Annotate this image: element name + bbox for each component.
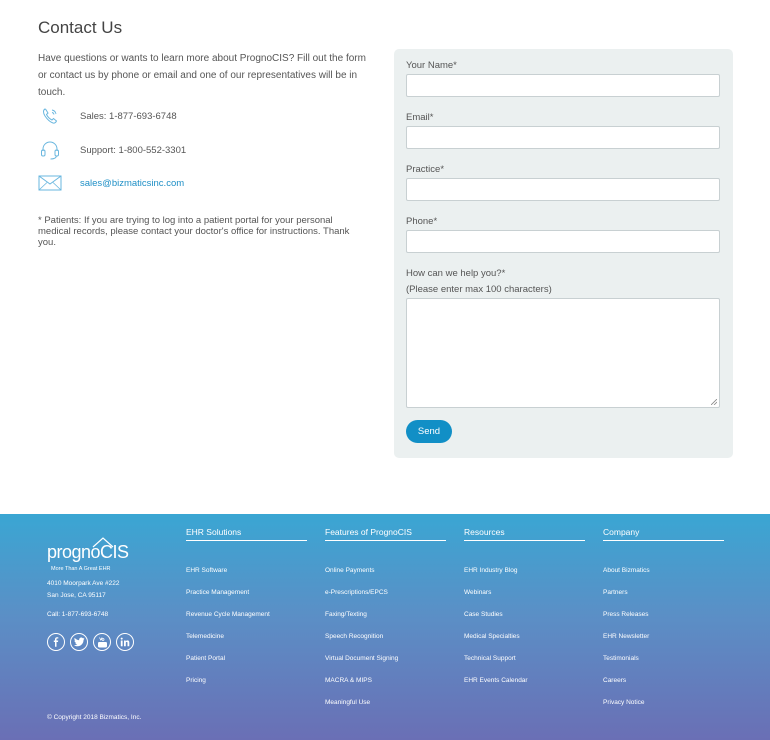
footer-link[interactable]: Telemedicine: [186, 633, 224, 640]
footer-link[interactable]: Practice Management: [186, 589, 250, 596]
footer-link[interactable]: Privacy Notice: [603, 699, 645, 706]
email-input[interactable]: [406, 126, 720, 149]
support-row: [38, 139, 187, 161]
footer-link[interactable]: Medical Specialties: [464, 633, 520, 640]
linkedin-icon[interactable]: [116, 633, 134, 651]
social-links: [47, 633, 134, 651]
message-textarea[interactable]: [406, 298, 720, 408]
footer-link[interactable]: Faxing/Texting: [325, 611, 367, 618]
footer-link[interactable]: MACRA & MIPS: [325, 677, 372, 684]
footer-col-ehr-solutions: [186, 527, 307, 684]
footer-col-heading: Features of PrognoCIS: [325, 527, 446, 541]
email-label: Email*: [406, 112, 434, 123]
footer-link[interactable]: Revenue Cycle Management: [186, 611, 270, 618]
footer-link[interactable]: e-Prescriptions/EPCS: [325, 589, 388, 596]
footer-link[interactable]: Speech Recognition: [325, 633, 384, 640]
footer-link[interactable]: EHR Newsletter: [603, 633, 650, 640]
contact-form: [394, 49, 733, 458]
footer-link[interactable]: Partners: [603, 589, 628, 596]
phone-label: Phone*: [406, 216, 438, 227]
help-label: How can we help you?*: [406, 268, 506, 279]
footer-col-heading: Company: [603, 527, 724, 541]
email-link[interactable]: sales@bizmaticsinc.com: [80, 177, 185, 189]
name-input[interactable]: [406, 74, 720, 97]
copyright: © Copyright 2018 Bizmatics, Inc.: [47, 714, 142, 721]
footer-phone: Call: 1-877-693-6748: [47, 611, 109, 618]
headset-icon: [38, 139, 62, 161]
practice-input[interactable]: [406, 178, 720, 201]
footer-link[interactable]: Case Studies: [464, 611, 503, 618]
footer-link[interactable]: Testimonials: [603, 655, 639, 662]
resize-grip-icon[interactable]: [711, 399, 717, 405]
site-footer: [0, 514, 770, 740]
footer-link[interactable]: Press Releases: [603, 611, 649, 618]
footer-col-features: [325, 527, 446, 706]
footer-col-heading: EHR Solutions: [186, 527, 307, 541]
support-phone: Support: 1-800-552-3301: [80, 144, 187, 156]
logo-tagline: More Than A Great EHR: [51, 566, 111, 572]
sales-phone: Sales: 1-877-693-6748: [80, 110, 177, 122]
twitter-icon[interactable]: [70, 633, 88, 651]
youtube-icon[interactable]: [93, 633, 111, 651]
address-line-1: 4010 Moorpark Ave #222: [47, 580, 120, 587]
footer-link[interactable]: Careers: [603, 677, 627, 684]
footer-link[interactable]: Online Payments: [325, 567, 375, 574]
help-hint: (Please enter max 100 characters): [406, 284, 552, 295]
prognocis-logo[interactable]: [47, 536, 129, 580]
page-title: Contact Us: [38, 18, 123, 37]
footer-link[interactable]: Technical Support: [464, 655, 516, 662]
footer-link[interactable]: Webinars: [464, 589, 492, 596]
intro-text: Have questions or wants to learn more about PrognoCIS? Fill out the form or contact us by phone or email and one of our representatives will be in touch.: [38, 53, 366, 98]
patient-note: * Patients: If you are trying to log into a patient portal for your personal medical records, please contact your doctor's office for instructions. Thank you.: [38, 215, 350, 248]
logo-text: prognoCIS: [47, 542, 129, 562]
address-line-2: San Jose, CA 95117: [47, 592, 106, 599]
phone-input[interactable]: [406, 230, 720, 253]
footer-col-heading: Resources: [464, 527, 585, 541]
footer-link[interactable]: Meaningful Use: [325, 699, 371, 706]
sales-row: [38, 105, 177, 127]
phone-icon: [38, 105, 62, 127]
footer-link[interactable]: Virtual Document Signing: [325, 655, 399, 662]
footer-link[interactable]: EHR Events Calendar: [464, 677, 528, 684]
send-button[interactable]: Send: [406, 420, 452, 443]
footer-col-company: [603, 527, 724, 706]
practice-label: Practice*: [406, 164, 445, 175]
footer-link[interactable]: About Bizmatics: [603, 567, 650, 574]
mail-icon: [38, 172, 62, 194]
footer-link[interactable]: Patient Portal: [186, 655, 226, 662]
email-row: [38, 172, 185, 194]
footer-link[interactable]: EHR Software: [186, 567, 228, 574]
facebook-icon[interactable]: [47, 633, 65, 651]
name-label: Your Name*: [406, 60, 457, 71]
footer-link[interactable]: Pricing: [186, 677, 206, 684]
footer-link[interactable]: EHR Industry Blog: [464, 567, 518, 574]
footer-col-resources: [464, 527, 585, 684]
